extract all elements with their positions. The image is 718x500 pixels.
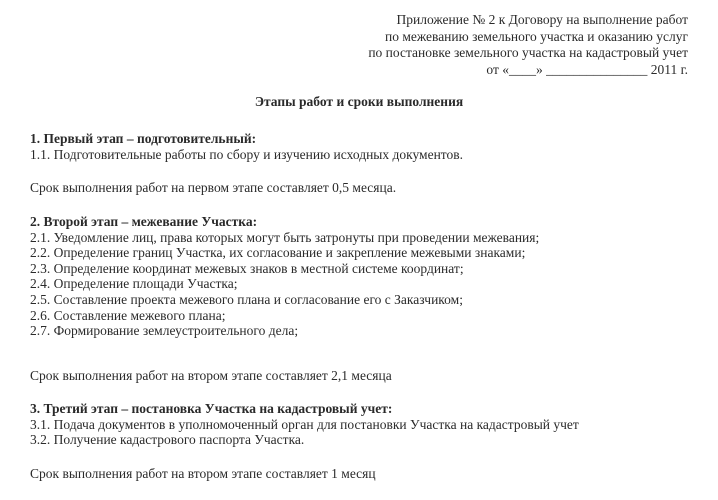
stage-2-item: 2.5. Составление проекта межевого плана и согласование его с Заказчиком; — [30, 291, 463, 307]
appendix-header — [368, 12, 688, 78]
stage-2-item: 2.3. Определение координат межевых знаков в местной системе координат; — [30, 260, 464, 276]
document-title: Этапы работ и сроки выполнения — [254, 94, 464, 109]
stage-3-duration: Срок выполнения работ на втором этапе составляет 1 месяц — [30, 466, 376, 481]
stage-2-item: 2.1. Уведомление лиц, права которых могут быть затронуты при проведении межевания; — [30, 229, 540, 245]
stage-1-title: 1. Первый этап – подготовительный: — [30, 131, 257, 146]
stage-1-section — [30, 131, 463, 162]
stage-2-item: 2.4. Определение площади Участка; — [30, 276, 238, 292]
stage-2-title: 2. Второй этап – межевание Участка: — [30, 214, 258, 229]
header-line-1: Приложение № 2 к Договору на выполнение работ — [396, 12, 688, 27]
stage-2-item: 2.7. Формирование землеустроительного дела; — [30, 323, 299, 339]
header-line-2: по межеванию земельного участка и оказанию услуг — [384, 28, 688, 44]
stage-3-item: 3.2. Получение кадастрового паспорта Участка. — [30, 432, 305, 448]
stage-2-section — [30, 214, 539, 339]
stage-3-section — [30, 401, 579, 448]
header-line-3: по постановке земельного участка на кадастровый учет — [368, 45, 688, 60]
stage-1-item: 1.1. Подготовительные работы по сбору и изучению исходных документов. — [30, 146, 464, 162]
stage-2-item: 2.6. Составление межевого плана; — [30, 307, 226, 323]
stage-3-item: 3.1. Подача документов в уполномоченный орган для постановки Участка на кадастровый учет — [30, 416, 579, 432]
stage-2-duration: Срок выполнения работ на втором этапе составляет 2,1 месяца — [30, 368, 392, 383]
stage-2-item: 2.2. Определение границ Участка, их согласование и закрепление межевыми знаками; — [30, 245, 526, 261]
stage-1-duration: Срок выполнения работ на первом этапе составляет 0,5 месяца. — [30, 180, 397, 195]
header-line-4: от «____» _______________ 2011 г. — [486, 61, 688, 77]
stage-3-title: 3. Третий этап – постановка Участка на кадастровый учет: — [30, 401, 393, 416]
